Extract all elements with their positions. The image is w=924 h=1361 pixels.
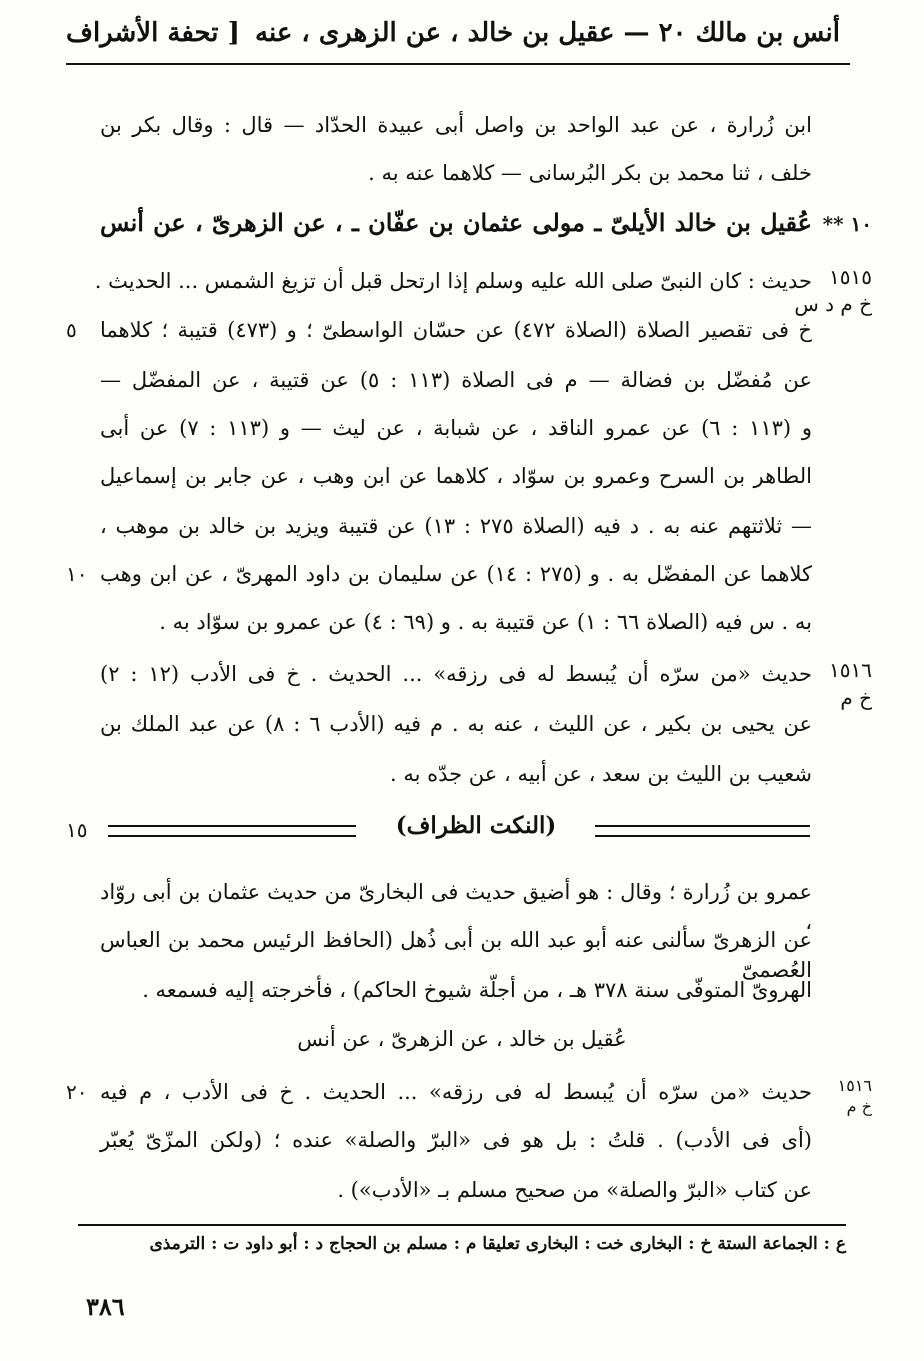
entry-sigla: خ م (840, 686, 872, 710)
footnote-rule (78, 1224, 846, 1226)
section-number: ١٠ ** (822, 212, 872, 236)
text-line: الهروىّ المتوفّى سنة ٣٧٨ هـ ، من أجلّة شيوخ الحاكم) ، فأخرجته إليه فسمعه . (142, 978, 812, 1002)
section-heading: عُقيل بن خالد الأيلىّ ـ مولى عثمان بن عفّان ـ ، عن الزهرىّ ، عن أنس (100, 208, 812, 237)
line-marker: ٢٠ (66, 1080, 88, 1104)
text-line: عمرو بن زُرارة ؛ وقال : هو أضيق حديث فى البخارىّ من حديث عثمان بن أبى روّاد ، (100, 880, 812, 934)
text-line: شعيب بن الليث بن سعد ، عن أبيه ، عن جدّه به . (390, 762, 812, 786)
entry-number: ١٥١٥ (829, 265, 872, 289)
header-title: أنس بن مالك ٢٠ — عقيل بن خالد ، عن الزهرى ، عنه (255, 18, 840, 48)
page-number: ٣٨٦ (86, 1292, 125, 1321)
text-line: حديث : كان النبىّ صلى الله عليه وسلم إذا ارتحل قبل أن تزيغ الشمس ... الحديث . (94, 269, 812, 293)
entry-sigla: خ م د س (794, 292, 872, 316)
entry-number: ١٥١٦ (829, 658, 872, 682)
entry-sigla: خ م (846, 1097, 872, 1116)
text-line: الطاهر بن السرح وعمرو بن سوّاد ، كلاهما عن ابن وهب ، عن جابر بن إسماعيل (100, 464, 812, 488)
text-line: به . س فيه (الصلاة ٦٦ : ١) عن قتيبة به . و (٦٩ : ٤) عن عمرو بن سوّاد به . (159, 610, 812, 634)
divider-title: (النكت الظراف) (395, 812, 557, 839)
text-line: حديث «من سرّه أن يُبسط له فى رزقه» ... الحديث . خ فى الأدب ، م فيه (100, 1080, 812, 1104)
text-line: — ثلاثتهم عنه به . د فيه (الصلاة ٢٧٥ : ١٣) عن قتيبة ويزيد بن خالد بن موهب ، (100, 514, 812, 538)
divider-rule-left (108, 825, 356, 837)
text-line: ابن زُرارة ، عن عبد الواحد بن واصل أبى عبيدة الحدّاد — قال : وقال بكر بن (100, 113, 812, 137)
text-line: خ فى تقصير الصلاة (الصلاة ٤٧٢) عن حسّان الواسطىّ ؛ و (٤٧٣) قتيبة ؛ كلاهما (100, 318, 812, 342)
text-line: عن الزهرىّ سألنى عنه أبو عبد الله بن أبى ذُهل (الحافظ الرئيس محمد بن العباس العُصمىّ (100, 928, 812, 982)
text-line: كلاهما عن المفضّل به . و (٢٧٥ : ١٤) عن سليمان بن داود المهرىّ ، عن ابن وهب (100, 562, 812, 586)
footnote-legend: ع : الجماعة الستة خ : البخارى خت : البخارى تعليقا م : مسلم بن الحجاج د : أبو داود ت : الترمذى (149, 1234, 846, 1254)
text-line: خلف ، ثنا محمد بن بكر البُرسانى — كلاهما عنه به . (368, 161, 812, 185)
header-book-title: [ تحفة الأشراف (66, 18, 240, 48)
text-line: (أى فى الأدب) . قلتُ : بل هو فى «البرّ والصلة» عنده ؛ (ولكن المزّىّ يُعبّر (100, 1128, 812, 1152)
divider-rule-right (595, 825, 810, 837)
line-marker: ١٥ (66, 818, 88, 842)
text-line: عن مُفضّل بن فضالة — م فى الصلاة (١١٣ : ٥) عن قتيبة ، عن المفضّل — (100, 368, 812, 392)
line-marker: ١٠ (66, 562, 88, 586)
subheading: عُقيل بن خالد ، عن الزهرىّ ، عن أنس (297, 1027, 627, 1051)
text-line: عن يحيى بن بكير ، عن الليث ، عنه به . م فيه (الأدب ٦ : ٨) عن عبد الملك بن (100, 712, 813, 736)
line-marker: ٥ (66, 318, 77, 342)
section-divider (108, 812, 810, 842)
text-line: و (١١٣ : ٦) عن عمرو الناقد ، عن شبابة ، عن ليث — و (١١٣ : ٧) عن أبى (100, 416, 812, 440)
text-line: عن كتاب «البرّ والصلة» من صحيح مسلم بـ «الأدب») . (337, 1178, 812, 1202)
header-rule (66, 63, 850, 65)
text-line: حديث «من سرّه أن يُبسط له فى رزقه» ... الحديث . خ فى الأدب (١٢ : ٢) (100, 662, 812, 686)
entry-number: ١٥١٦ (837, 1076, 872, 1095)
running-header (66, 18, 840, 58)
